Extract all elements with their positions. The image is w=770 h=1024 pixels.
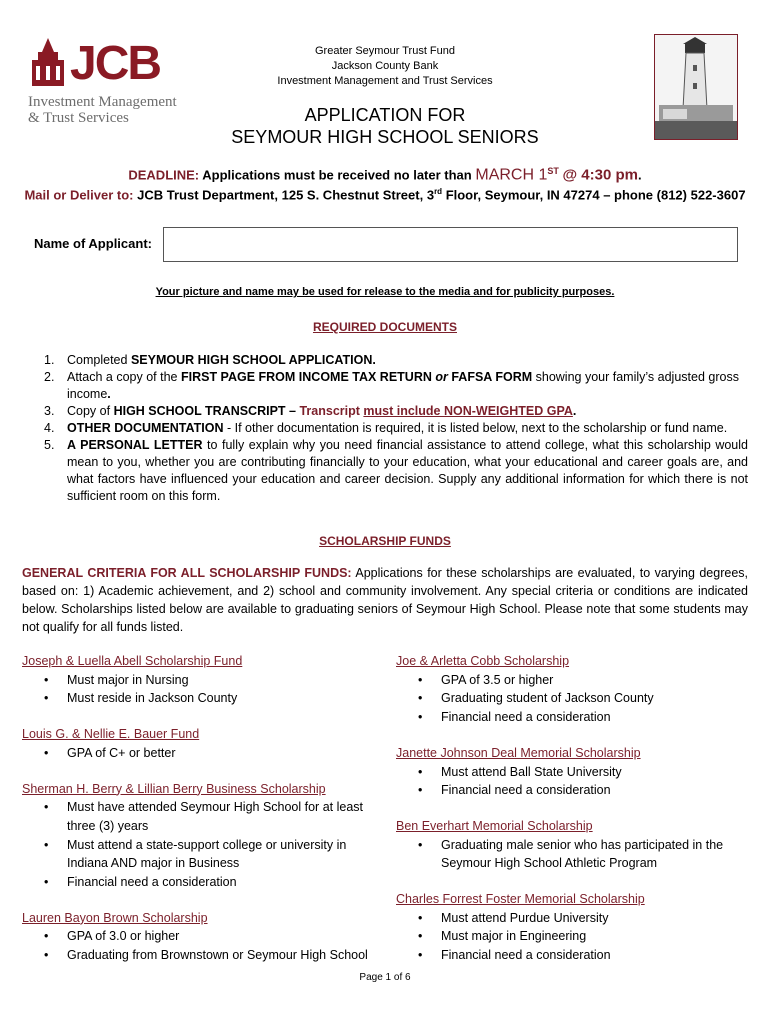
criteria-item: • Financial need a consideration (418, 783, 611, 798)
list-item: 5. A PERSONAL LETTER to fully explain why you need financial assistance to attend college, what this scholarship would mean to you, whether you are contributing financially to your education, what your educational and career goals are, and what factors have influenced your education and career decision. Supply any additional information for which there is not sufficient room on this form. (44, 438, 748, 503)
courthouse-icon (28, 38, 68, 88)
scholarship-heading: SCHOLARSHIP FUNDS (319, 534, 451, 548)
list-item: 1. Completed SEYMOUR HIGH SCHOOL APPLICATION. (44, 353, 376, 367)
required-heading: REQUIRED DOCUMENTS (312, 320, 457, 334)
fund-link[interactable]: Lauren Bayon Brown Scholarship (22, 910, 208, 925)
applicant-name-field[interactable] (163, 227, 738, 262)
applicant-label: Name of Applicant: (34, 236, 152, 251)
deadline-end: . (638, 167, 642, 183)
fund-link[interactable]: Charles Forrest Foster Memorial Scholarship (396, 892, 645, 907)
criteria-item: • Must have attended Seymour High School for at least three (3) years (44, 800, 363, 833)
list-item: 3. Copy of HIGH SCHOOL TRANSCRIPT – Transcript must include NON-WEIGHTED GPA. (44, 404, 577, 418)
criteria-item: • GPA of 3.5 or higher (418, 672, 554, 687)
mail-line (0, 187, 770, 202)
criteria-item: • Must reside in Jackson County (44, 691, 238, 706)
criteria-item: • Graduating male senior who has participated in the Seymour High School Athletic Program (418, 837, 724, 871)
scholarship-column-left (22, 652, 372, 965)
header-block (220, 44, 550, 89)
mail-address-a: JCB Trust Department, 125 S. Chestnut Street, 3 (137, 187, 435, 203)
mail-address-b: Floor, Seymour, IN 47274 – phone (812) 522-3607 (445, 187, 746, 203)
header-line-2: Jackson County Bank (331, 60, 439, 72)
logo-wordmark: JCB (70, 37, 161, 90)
title-line-2: SEYMOUR HIGH SCHOOL SENIORS (231, 127, 539, 147)
criteria-item: • Must major in Nursing (44, 672, 189, 687)
general-label: GENERAL CRITERIA FOR ALL SCHOLARSHIP FUNDS: (22, 566, 352, 580)
deadline-month: MARCH 1 (475, 166, 548, 184)
criteria-item: • Must attend Ball State University (418, 764, 622, 779)
criteria-item: • Financial need a consideration (418, 948, 611, 963)
page-number: Page 1 of 6 (359, 972, 411, 983)
criteria-item: • Must major in Engineering (418, 929, 587, 944)
criteria-item: • GPA of 3.0 or higher (44, 929, 180, 944)
mail-label: Mail or Deliver to: (24, 187, 134, 203)
fund-link[interactable]: Joe & Arletta Cobb Scholarship (396, 654, 570, 668)
fund-link[interactable]: Joseph & Luella Abell Scholarship Fund (22, 654, 243, 668)
header-line-1: Greater Seymour Trust Fund (315, 45, 455, 57)
scholarship-column-right (396, 652, 756, 965)
criteria-item: • GPA of C+ or better (44, 745, 176, 760)
deadline-label: DEADLINE: (128, 167, 200, 183)
deadline-text: Applications must be received no later than (202, 167, 472, 183)
lighthouse-icon (655, 35, 737, 139)
fund-link[interactable]: Louis G. & Nellie E. Bauer Fund (22, 727, 200, 742)
title-line-1: APPLICATION FOR (304, 105, 466, 125)
logo-line-2: & Trust Services (28, 110, 129, 126)
required-list (22, 352, 748, 505)
list-item: 2. Attach a copy of the FIRST PAGE FROM INCOME TAX RETURN or FAFSA FORM showing your family’s adjusted gross income. (44, 370, 739, 401)
criteria-item: • Financial need a consideration (418, 710, 611, 725)
criteria-item: • Graduating student of Jackson County (418, 691, 654, 706)
header-line-3: Investment Management and Trust Services (277, 75, 493, 87)
page-title (160, 104, 610, 148)
criteria-item: • Must attend a state-support college or university in Indiana AND major in Business (44, 837, 347, 871)
fund-link[interactable]: Sherman H. Berry & Lillian Berry Business Scholarship (22, 781, 326, 796)
deadline-time: @ 4:30 pm (562, 166, 638, 184)
general-text: Applications for these scholarships are evaluated, to varying degrees, based on: 1) Academic achievement, and 2) school and community involvement. Any special criteria or conditions are indicated below. Scholarships listed below are available to graduating seniors of Seymour High School. Please note that some students may not qualify for all funds listed. (22, 566, 749, 634)
criteria-item: • Must attend Purdue University (418, 910, 609, 925)
fund-link[interactable]: Ben Everhart Memorial Scholarship (396, 818, 593, 833)
list-item: 4. OTHER DOCUMENTATION - If other documentation is required, it is listed below, next to the scholarship or fund name. (44, 421, 728, 435)
general-criteria (22, 564, 748, 636)
mail-sup: rd (434, 187, 443, 196)
lighthouse-photo (654, 34, 738, 140)
criteria-item: • Graduating from Brownstown or Seymour High School (44, 948, 368, 963)
criteria-item: • Financial need a consideration (44, 875, 237, 890)
fund-link[interactable]: Janette Johnson Deal Memorial Scholarship (396, 745, 641, 760)
deadline-sup: ST (547, 166, 559, 176)
release-note: Your picture and name may be used for release to the media and for publicity purposes. (155, 286, 615, 298)
deadline-line (0, 166, 770, 184)
logo-line-1: Investment Management (28, 94, 177, 110)
